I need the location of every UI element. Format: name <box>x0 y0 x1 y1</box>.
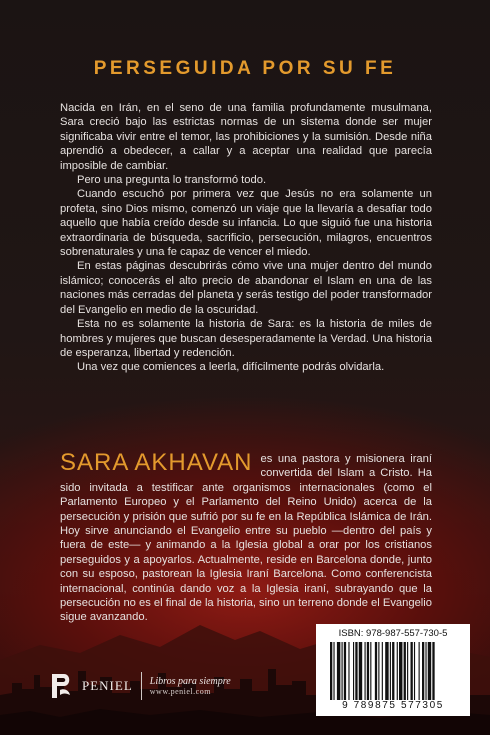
barcode-bar <box>407 642 408 700</box>
barcode-bar <box>342 642 343 700</box>
barcode-bar <box>392 642 394 700</box>
synopsis-paragraph-1: Nacida en Irán, en el seno de una familia profundamente musulmana, Sara creció bajo las estrictas normas de un sistema donde ser mujer significaba vivir entre el temor, las prohibiciones y la sumisión. Desde niña aprendió a obedecer, a callar y a aceptar una realidad que parecía imposible de cambiar. <box>60 102 432 172</box>
barcode-bar <box>344 642 346 700</box>
publisher-name: PENIEL <box>82 678 133 693</box>
publisher-block <box>48 664 231 708</box>
barcode-bar <box>422 642 424 700</box>
barcode-bar <box>390 642 391 700</box>
synopsis-paragraph-6: Una vez que comiences a leerla, difícilmente podrás olvidarla. <box>77 361 385 374</box>
barcode-icon <box>328 642 458 700</box>
barcode-bar <box>370 642 371 700</box>
barcode-bar <box>359 642 362 700</box>
author-bio-text: es una pastora y misionera iraní convertida del Islam a Cristo. Ha sido invitada a testificar ante organismos internacionales (como el Parlamento Europeo y el Parlamento del Reino Unido) acerca de la persecución y prisión que sufrió por su fe en la República Islámica de Irán. Hoy sirve anunciando el Evangelio entre su pueblo —dentro del país y fuera de este— y animando a la Iglesia global a orar por los cristianos perseguidos y a apoyarlos. Actualmente, reside en Barcelona donde, junto con su esposo, pastorean la Iglesia Iraní Barcelona. Como conferencista internacional, continúa dando voz a la Iglesia iraní, subrayando que la persecución no es el final de la historia, sino un terreno donde el Evangelio sigue avanzando. <box>60 453 432 624</box>
barcode-bar <box>355 642 357 700</box>
barcode-panel <box>316 624 470 716</box>
author-bio <box>60 449 432 625</box>
synopsis-paragraph-5: Esta no es solamente la historia de Sara: es la historia de miles de hombres y mujeres que buscan desesperadamente la Verdad. Una historia de esperanza, libertad y redención. <box>60 318 432 359</box>
publisher-tagline <box>150 676 231 696</box>
barcode-digits: 9 789875 577305 <box>342 700 444 711</box>
barcode-bar <box>397 642 398 700</box>
author-name: SARA AKHAVAN <box>60 449 253 476</box>
barcode-bar <box>330 642 332 700</box>
barcode-bar <box>348 642 349 700</box>
synopsis-paragraph-3: Cuando escuchó por primera vez que Jesús no era solamente un profeta, sino Dios mismo, comenzó un viaje que la llevaría a desafiar todo aquello que había creído desde su infancia. Lo que siguió fue una historia extraordinaria de búsqueda, sacrificio, persecución, milagros, encuentros sobrenaturales y una fe capaz de vencer el miedo. <box>60 188 432 259</box>
barcode-bar <box>333 642 334 700</box>
barcode-bar <box>365 642 366 700</box>
isbn-label: ISBN: 978-987-557-730-5 <box>338 628 448 639</box>
barcode-bar <box>337 642 340 700</box>
synopsis-paragraph-4: En estas páginas descubrirás cómo vive una mujer dentro del mundo islámico; conocerás el alto precio de abandonar el Islam en una de las naciones más cerradas del planeta y serás testigo del poder transformador del Evangelio en medio de la oscuridad. <box>60 260 432 316</box>
barcode-bar <box>382 642 383 700</box>
barcode-bar <box>378 642 379 700</box>
barcode-bar <box>385 642 388 700</box>
barcode-bar <box>428 642 431 700</box>
barcode-bar <box>432 642 434 700</box>
barcode-bar <box>404 642 406 700</box>
synopsis-paragraph-2: Pero una pregunta lo transformó todo. <box>77 174 267 187</box>
barcode-bar <box>414 642 415 700</box>
barcode-bar <box>411 642 413 700</box>
barcode-bar <box>367 642 369 700</box>
publisher-divider <box>141 672 142 700</box>
barcode-bar <box>375 642 377 700</box>
synopsis <box>60 101 432 375</box>
cover-heading: PERSEGUIDA POR SU FE <box>93 58 397 79</box>
publisher-slogan: Libros para siempre <box>149 676 231 687</box>
barcode-bar <box>419 642 420 700</box>
publisher-website: www.peniel.com <box>149 687 211 696</box>
barcode-bar <box>399 642 402 700</box>
barcode-bar <box>353 642 354 700</box>
barcode-bar <box>425 642 426 700</box>
peniel-logo-icon <box>48 671 74 701</box>
